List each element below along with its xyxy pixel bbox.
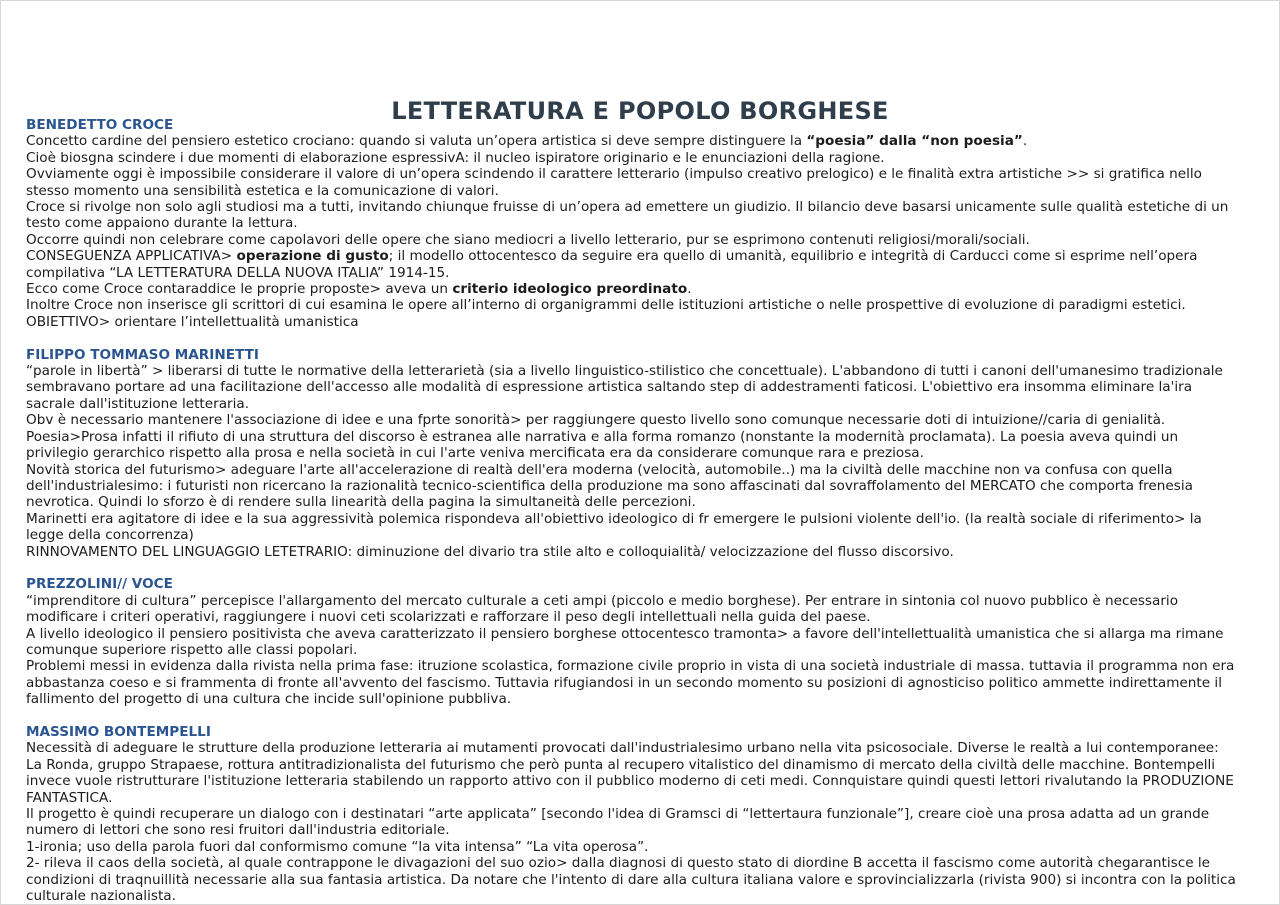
paragraph bbox=[26, 363, 1236, 412]
paragraph bbox=[26, 462, 1236, 511]
paragraph bbox=[26, 626, 1236, 659]
document-body bbox=[26, 117, 1236, 904]
paragraph bbox=[26, 133, 1236, 149]
paragraph bbox=[26, 297, 1236, 313]
text-run: Novità storica del futurismo> adeguare l'arte all'accelerazione di realtà dell'era moderna (velocità, automobile..) ma la civiltà delle macchine non va confusa con quella dell'industrialesimo: i futuristi non ricercano la razionalità tecnico-scientifica della produzione ma sono affascinati dal sovraffolamento del MERCATO che comporta frenesia nevrotica. Quindi lo sforzo è di rendere sulla linearità della pagina la simultaneità delle percezioni. bbox=[26, 461, 1193, 511]
text-run: 2- rileva il caos della società, al quale contrappone le divagazioni del suo ozio> dalla diagnosi di questo stato di diordine B accetta il fascismo come autorità chegarantisce le condizioni di traqnuillità necessarie alla sua fantasia artistica. Da notare che l'intento di dare alla cultura italiana valore e sprovincializzarla (rivista 900) si incontra con la politica culturale nazionalista. bbox=[26, 855, 1236, 905]
text-run: Il progetto è quindi recuperare un dialogo con i destinatari “arte applicata” [secondo l'idea di Gramsci di “lettertaura funzionale”], creare cioè una prosa adatta ad un grande numero di lettori che sono resi fruitori dall'industria editoriale. bbox=[26, 806, 1210, 839]
text-run: Poesia>Prosa infatti il rifiuto di una struttura del discorso è estranea alle narrativa e alla forma romanzo (nonstante la modernità proclamata). La poesia aveva quindi un privilegio gerarchico rispetto alla prosa e nella società in cui l'arte veniva mercificata era da considerare comunque rara e preziosa. bbox=[26, 428, 1179, 462]
paragraph bbox=[26, 658, 1236, 707]
section-spacer bbox=[26, 560, 1236, 576]
text-run: Problemi messi in evidenza dalla rivista nella prima fase: itruzione scolastica, formazione civile proprio in vista di una società industriale di massa. tuttavia il programma non era abbastanza coeso e si frammenta di fronte all'avvento del fascismo. Tuttavia rifugiandosi in un secondo momento su posizioni di agnosticiso politico ammette indirettamente il fallimento del progetto di una cultura che incide sull'opinione pubbliva. bbox=[26, 658, 1235, 708]
document-title: LETTERATURA E POPOLO BORGHESE bbox=[391, 97, 889, 125]
section bbox=[26, 576, 1236, 707]
paragraph bbox=[26, 593, 1236, 626]
text-run: RINNOVAMENTO DEL LINGUAGGIO LETETRARIO: diminuzione del divario tra stile alto e colloquialità/ velocizzazione del flusso discorsivo. bbox=[26, 543, 954, 560]
text-run: “parole in libertà” > liberarsi di tutte le normative della letterarietà (sia a livello linguistico-stilistico che concettuale). L'abbandono di tutti i canoni dell'umanesimo tradizionale sembravano portare ad una facilitazione dell'accesso alle modalità di espressione artistica saltando step di addestramenti faticosi. L'obiettivo era insomma eliminare la'ira sacrale dall'istituzione letteraria. bbox=[26, 363, 1223, 412]
section-spacer bbox=[26, 330, 1236, 346]
section-heading: PREZZOLINI// VOCE bbox=[26, 576, 173, 593]
section bbox=[26, 347, 1236, 560]
text-run: ; il modello ottocentesco da seguire era quello di umanità, equilibrio e integrità di Carducci come si esprime nell’opera compilativa “LA LETTERATURA DELLA NUOVA ITALIA” 1914-15. bbox=[26, 248, 1198, 281]
text-run: “imprenditore di cultura” percepisce l'allargamento del mercato culturale a ceti ampi (piccolo e medio borghese). Per entrare in sintonia col nuovo pubblico è necessario modificare i criteri operativi, raggiungere i nuovi ceti scolarizzati e rafforzare il peso degli intellettuali nella guida del paese. bbox=[26, 592, 1179, 626]
text-run: Croce si rivolge non solo agli studiosi ma a tutti, invitando chiunque fruisse di un’opera ad emettere un giudizio. Il bilancio deve basarsi unicamente sulle qualità estetiche di un testo come appaiono durante la lettura. bbox=[26, 199, 1229, 232]
text-run: Necessità di adeguare le strutture della produzione letteraria ai mutamenti provocati dall'industrialesimo urbano nella vita psicosociale. Diverse le realtà a lui contemporanee: La Ronda, gruppo Strapaese, rottura antitradizionalista del futurismo che però punta al recupero vitalistico del dinamismo di mercato della civiltà delle macchine. Bontempelli invece vuole ristrutturare l'istituzione letteraria stabilendo un rapporto attivo con il pubblico moderno di ceti medi. Connquistare quindi questi lettori rivalutando la PRODUZIONE FANTASTICA. bbox=[26, 740, 1234, 806]
section-spacer bbox=[26, 708, 1236, 724]
paragraph bbox=[26, 544, 1236, 560]
text-run: CONSEGUENZA APPLICATIVA> bbox=[26, 248, 237, 265]
paragraph bbox=[26, 412, 1236, 428]
text-run: Cioè biosgna scindere i due momenti di elaborazione espressivA: il nucleo ispiratore originario e le enunciazioni della ragione. bbox=[26, 149, 885, 166]
text-run: Inoltre Croce non inserisce gli scrittori di cui esamina le opere all’interno di organigrammi delle istituzioni artistiche o nelle prospettive di evoluzione di paradigmi estetici. bbox=[26, 297, 1186, 314]
paragraph bbox=[26, 150, 1236, 166]
paragraph bbox=[26, 511, 1236, 544]
text-run: Obv è necessario mantenere l'associazione di idee e una fprte sonorità> per raggiungere questo livello sono comunque necessarie doti di intuizione//caria di genialità. bbox=[26, 412, 1166, 429]
paragraph bbox=[26, 855, 1236, 904]
paragraph bbox=[26, 429, 1236, 462]
text-run: OBIETTIVO> orientare l’intellettualità umanistica bbox=[26, 313, 359, 330]
text-run: A livello ideologico il pensiero positivista che aveva caratterizzato il pensiero borghese ottocentesco tramonta> a favore dell'intellettualità umanistica che si allarga ma rimane comunque superiore rispetto alle classi popolari. bbox=[26, 625, 1224, 658]
bold-text: “poesia” dalla “non poesia” bbox=[806, 133, 1023, 150]
paragraph bbox=[26, 248, 1236, 281]
section-heading: FILIPPO TOMMASO MARINETTI bbox=[26, 346, 259, 363]
paragraph bbox=[26, 314, 1236, 330]
bold-text: operazione di gusto bbox=[236, 248, 389, 265]
bold-text: criterio ideologico preordinato bbox=[452, 281, 688, 298]
text-run: Ecco come Croce contaraddice le proprie proposte> aveva un bbox=[26, 281, 453, 298]
text-run: . bbox=[687, 281, 692, 298]
section-heading: MASSIMO BONTEMPELLI bbox=[26, 723, 211, 740]
paragraph bbox=[26, 232, 1236, 248]
paragraph bbox=[26, 199, 1236, 232]
text-run: . bbox=[1022, 133, 1028, 150]
paragraph bbox=[26, 839, 1236, 855]
text-run: Marinetti era agitatore di idee e la sua aggressività polemica rispondeva all'obiettivo ideologico di fr emergere le pulsioni violente dell'io. (la realtà sociale di riferimento> la legge della concorrenza) bbox=[26, 510, 1202, 544]
text-run: Ovviamente oggi è impossibile considerare il valore di un’opera scindendo il carattere letterario (impulso creativo prelogico) e le finalità extra artistiche >> si gratifica nello stesso momento una sensibilità estetica e la comunicazione di valori. bbox=[26, 166, 1202, 199]
section bbox=[26, 117, 1236, 330]
paragraph bbox=[26, 281, 1236, 297]
section-heading: BENEDETTO CROCE bbox=[26, 117, 174, 133]
paragraph bbox=[26, 806, 1236, 839]
section bbox=[26, 724, 1236, 904]
paragraph bbox=[26, 166, 1236, 199]
paragraph bbox=[26, 740, 1236, 806]
text-run: 1-ironia; uso della parola fuori dal conformismo comune “la vita intensa” “La vita operosa”. bbox=[26, 838, 649, 855]
text-run: Concetto cardine del pensiero estetico crociano: quando si valuta un’opera artistica si deve sempre distinguere la bbox=[26, 133, 807, 150]
text-run: Occorre quindi non celebrare come capolavori delle opere che siano mediocri a livello letterario, pur se esprimono contenuti religiosi/morali/sociali. bbox=[26, 231, 1030, 248]
